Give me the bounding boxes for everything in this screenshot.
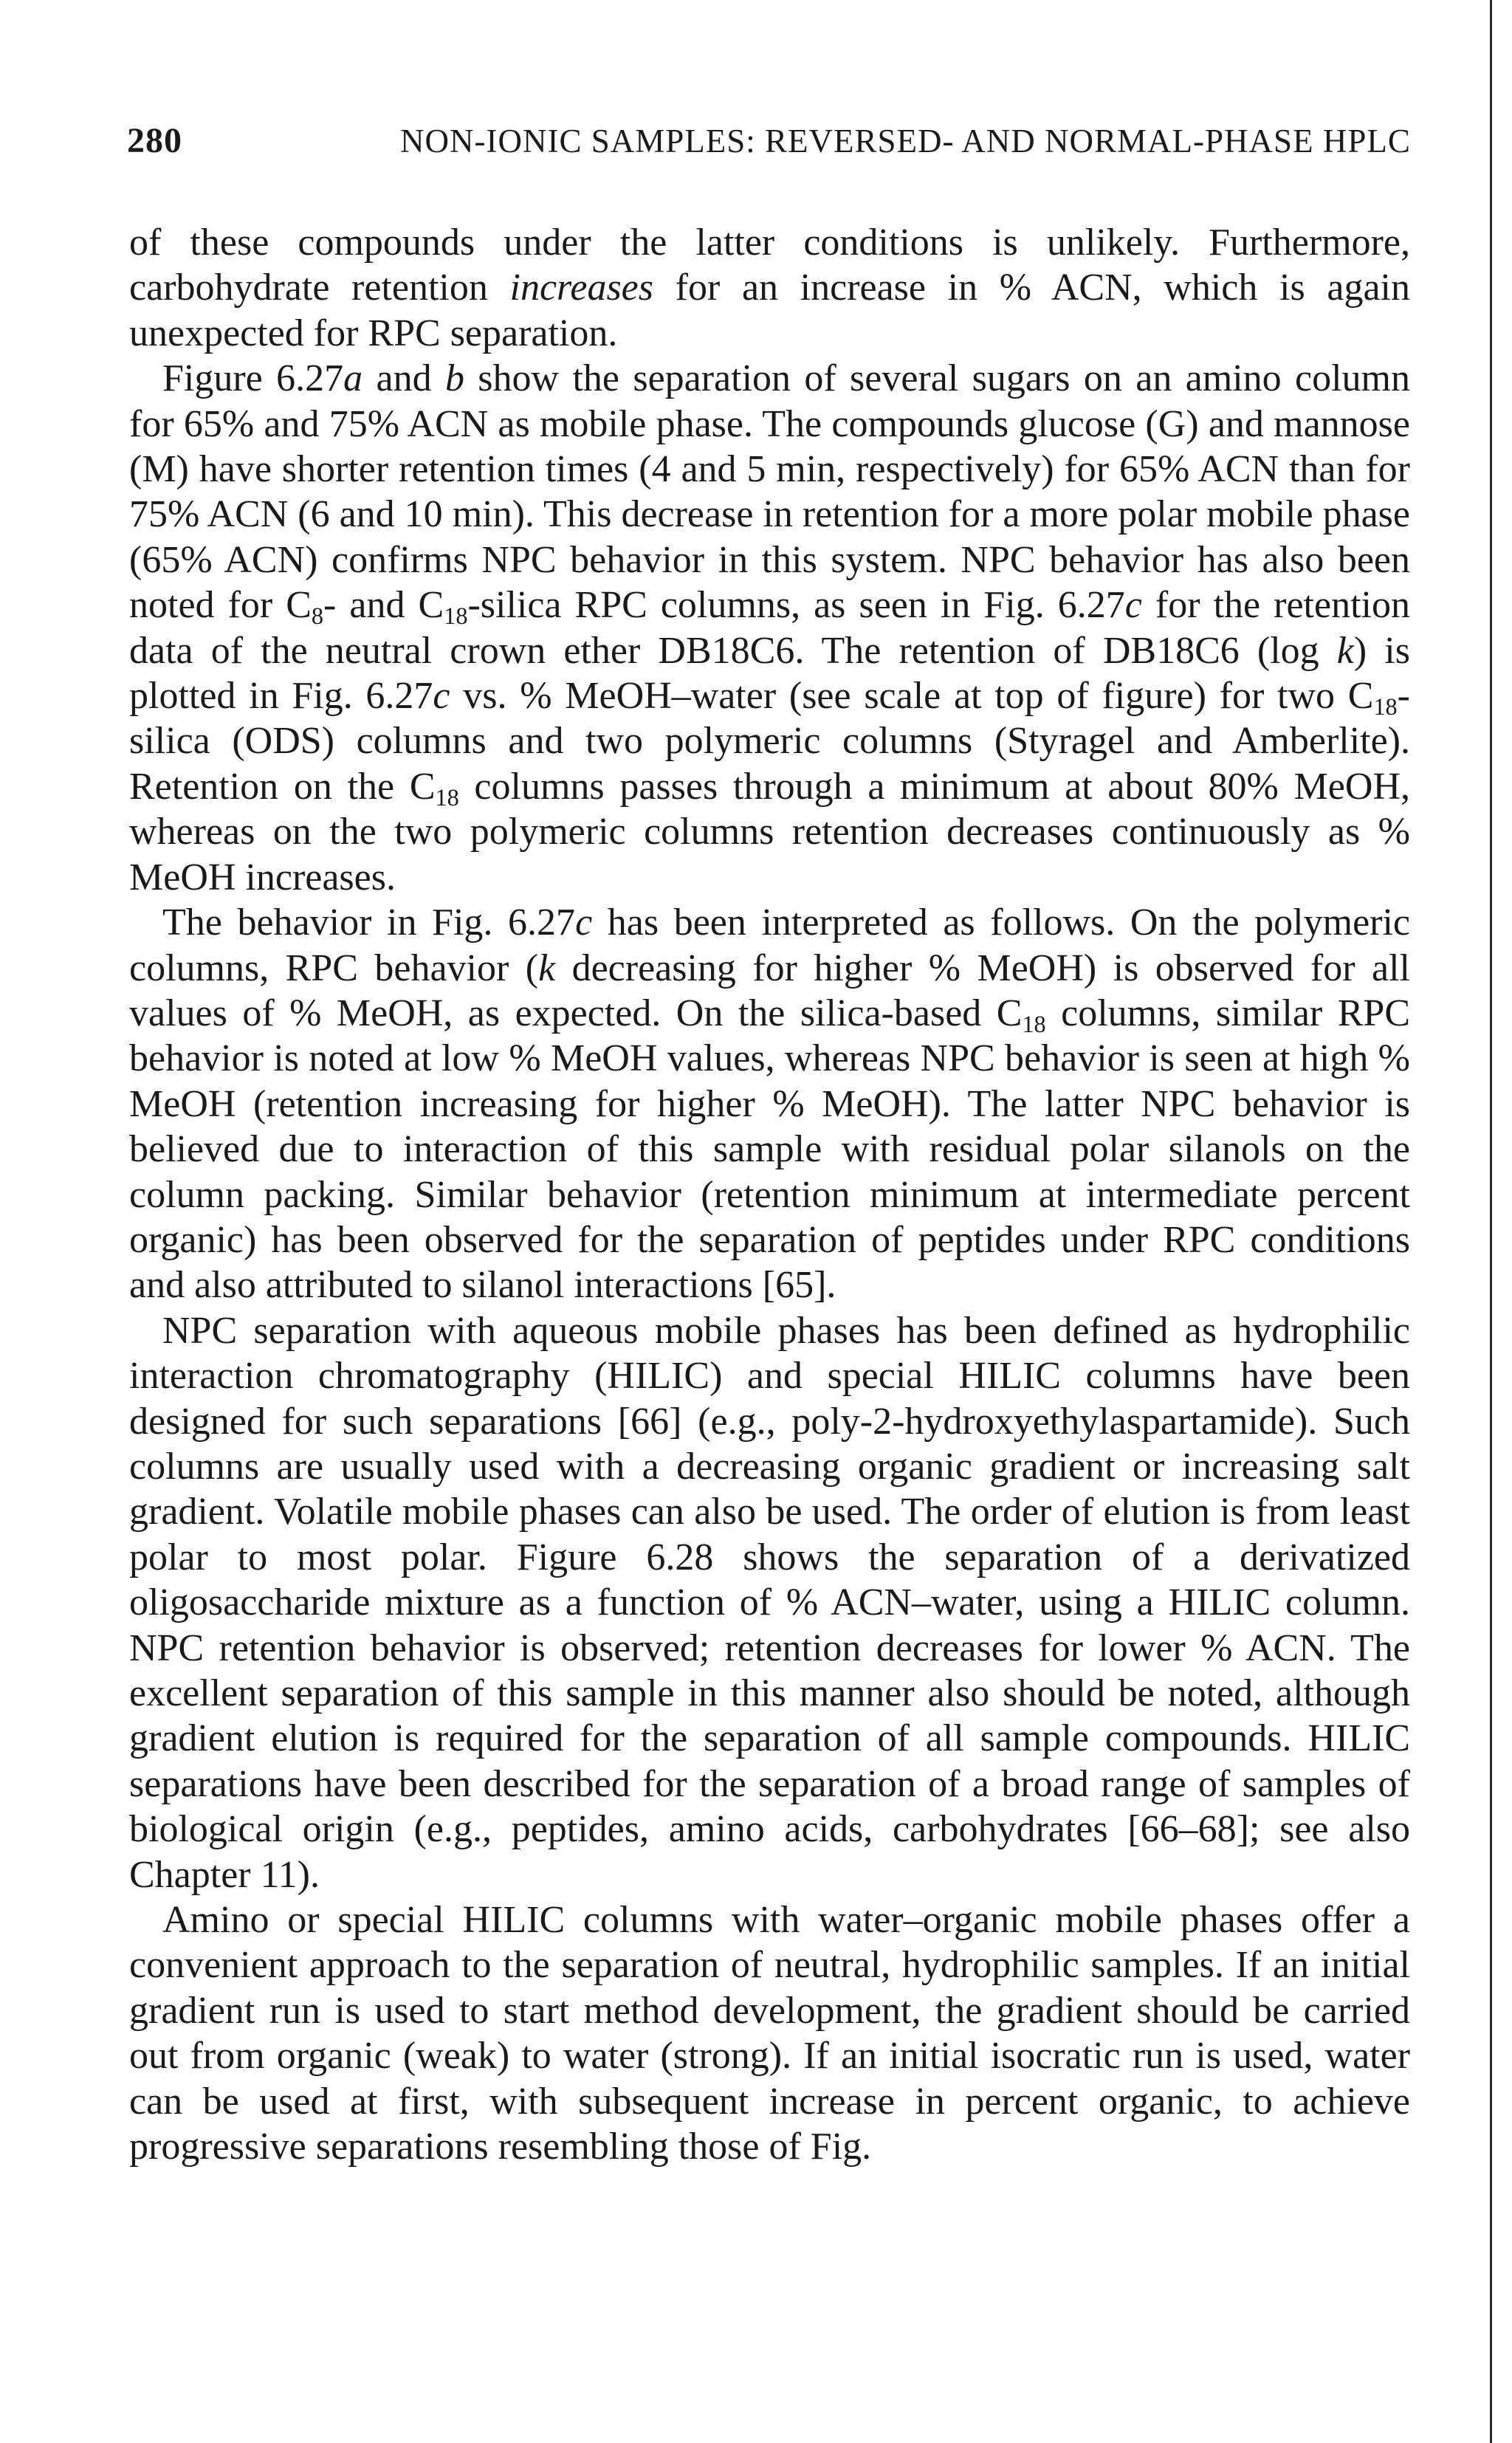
body-text [129, 220, 1410, 2169]
page-number: 280 [127, 121, 182, 160]
paragraph-2: Figure 6.27a and b show the separation of several sugars on an amino column for 65% and 75% ACN as mobile phase. The compounds glucose (G) and mannose (M) have shorter retention times (4 and 5 min, respectively) for 65% ACN than for 75% ACN (6 and 10 min). This decrease in retention for a more polar mobile phase (65% ACN) confirms NPC behavior in this system. NPC behavior has also been noted for $C_8-$ and $C_{18}$-silica RPC columns, as seen in Fig. 6.27c for the retention data of the neutral crown ether DB18C6. The retention of DB18C6 (log k) is plotted in Fig. 6.27c vs. % MeOH–water (see scale at top of figure) for two $C_{18}$-silica (ODS) columns and two polymeric columns (Styragel and Amberlite). Retention on the $C_{18}$ columns passes through a minimum at about 80% MeOH, whereas on the two polymeric columns retention decreases continuously as % MeOH increases. [129, 357, 1410, 898]
paragraph-1: of these compounds under the latter conditions is unlikely. Furthermore, carbohydrate retention increases for an increase in % ACN, which is again unexpected for RPC separation. [129, 221, 1410, 354]
page-header [127, 120, 1415, 172]
paragraph-3: The behavior in Fig. 6.27c has been interpreted as follows. On the polymeric columns, RPC behavior (k decreasing for higher % MeOH) is observed for all values of % MeOH, as expected. On the silica-based $C_{18}$ columns, similar RPC behavior is noted at low % MeOH values, whereas NPC behavior is seen at high % MeOH (retention increasing for higher % MeOH). The latter NPC behavior is believed due to interaction of this sample with residual polar silanols on the column packing. Similar behavior (retention minimum at intermediate percent organic) has been observed for the separation of peptides under RPC conditions and also attributed to silanol interactions [65]. [129, 901, 1411, 1307]
paragraph-5: Amino or special HILIC columns with water–organic mobile phases offer a convenient approach to the separation of neutral, hydrophilic samples. If an initial gradient run is used to start method development, the gradient should be carried out from organic (weak) to water (strong). If an initial isocratic run is used, water can be used at first, with subsequent increase in percent organic, to achieve progressive separations resembling those of Fig. [129, 1899, 1410, 2168]
running-head: NON-IONIC SAMPLES: REVERSED- AND NORMAL-PHASE HPLC [400, 123, 1411, 159]
paragraph-4: NPC separation with aqueous mobile phases has been defined as hydrophilic interaction chromatography (HILIC) and special HILIC columns have been designed for such separations [66] (e.g., poly-2-hydroxyethylaspartamide). Such columns are usually used with a decreasing organic gradient or increasing salt gradient. Volatile mobile phases can also be used. The order of elution is from least polar to most polar. Figure 6.28 shows the separation of a derivatized oligosaccharide mixture as a function of % ACN–water, using a HILIC column. NPC retention behavior is observed; retention decreases for lower % ACN. The excellent separation of this sample in this manner also should be noted, although gradient elution is required for the separation of all sample compounds. HILIC separations have been described for the separation of a broad range of samples of biological origin (e.g., peptides, amino acids, carbohydrates [66–68]; see also Chapter 11). [129, 1309, 1410, 1896]
page-edge-rule [1490, 0, 1492, 2443]
